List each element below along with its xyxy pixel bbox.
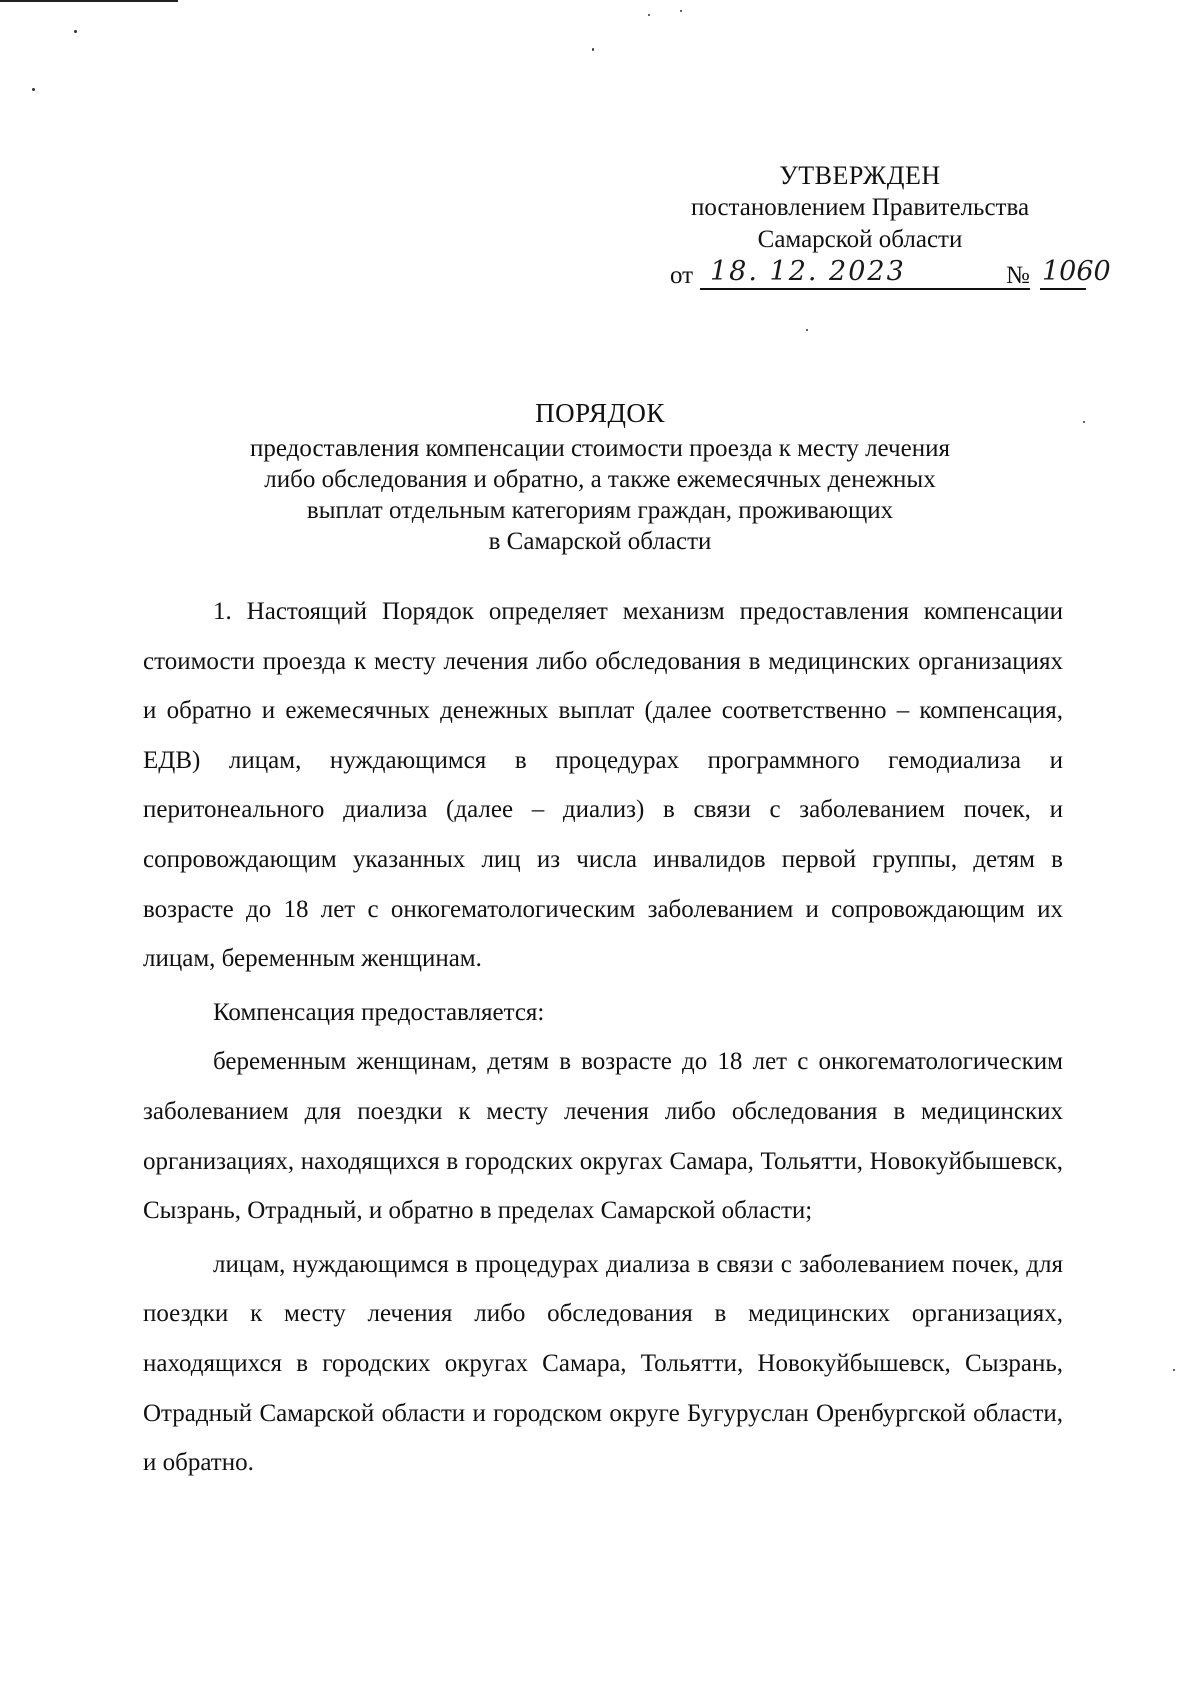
title-line-3: выплат отдельным категориям граждан, проживающих: [306, 497, 894, 524]
document-body: [143, 587, 1063, 1488]
approval-date-value: 18. 12. 2023: [710, 256, 906, 287]
scan-speck: [1083, 421, 1085, 423]
paragraph-2: Компенсация предоставляется:: [213, 998, 545, 1026]
scan-speck: [1173, 1369, 1175, 1371]
number-label: №: [1006, 262, 1030, 289]
scan-speck: [32, 88, 35, 91]
date-underline: [700, 288, 1030, 290]
title-line-1: предоставления компенсации стоимости проезда к месту лечения: [250, 435, 950, 462]
approval-heading: УТВЕРЖДЕН: [779, 161, 941, 190]
document-title-block: [140, 398, 1060, 557]
approval-line-1: постановлением Правительства: [690, 194, 1030, 221]
paragraph-1: 1. Настоящий Порядок определяет механизм предоставления компенсации стоимости проезда к месту лечения либо обследования в медицинских организациях и обратно и ежемесячных денежных выплат (далее соответственно – компенсация, ЕДВ) лицам, нуждающимся в процедурах программного гемодиализа и перитонеального диализа (далее – диализ) в связи с заболеванием почек, и сопровождающим указанных лиц из числа инвалидов первой группы, детям в возрасте до 18 лет с онкогематологическим заболеванием и сопровождающим их лицам, беременным женщинам.: [143, 598, 1063, 973]
paragraph-3: беременным женщинам, детям в возрасте до 18 лет с онкогематологическим заболеванием для поездки к месту лечения либо обследования в медицинских организациях, находящихся в городских округах Самара, Тольятти, Новокуйбышевск, Сызрань, Отрадный, и обратно в пределах Самарской области;: [143, 1048, 1063, 1225]
date-prefix: от: [670, 262, 694, 289]
paragraph-4: лицам, нуждающимся в процедурах диализа в связи с заболеванием почек, для поездки к месту лечения либо обследования в медицинских организациях, находящихся в городских округах Самара, Тольятти, Новокуйбышевск, Сызрань, Отрадный Самарской области и городском округе Бугуруслан Оренбургской области, и обратно.: [143, 1250, 1063, 1477]
scan-speck: [592, 48, 594, 51]
number-underline: [1040, 288, 1086, 290]
approval-line-2: Самарской области: [757, 226, 963, 253]
scan-speck: [680, 10, 682, 12]
document-title: ПОРЯДОК: [535, 398, 665, 428]
title-line-4: в Самарской области: [488, 528, 712, 555]
scan-speck: [74, 30, 77, 33]
scan-edge-mark: [0, 0, 178, 2]
scan-speck: [806, 329, 808, 331]
approval-date-line: [640, 256, 1111, 294]
title-line-2: либо обследования и обратно, а также ежемесячных денежных: [264, 466, 936, 493]
scan-speck: [648, 14, 650, 16]
approval-stamp-block: [640, 160, 1111, 294]
approval-number-value: 1060: [1042, 256, 1111, 287]
